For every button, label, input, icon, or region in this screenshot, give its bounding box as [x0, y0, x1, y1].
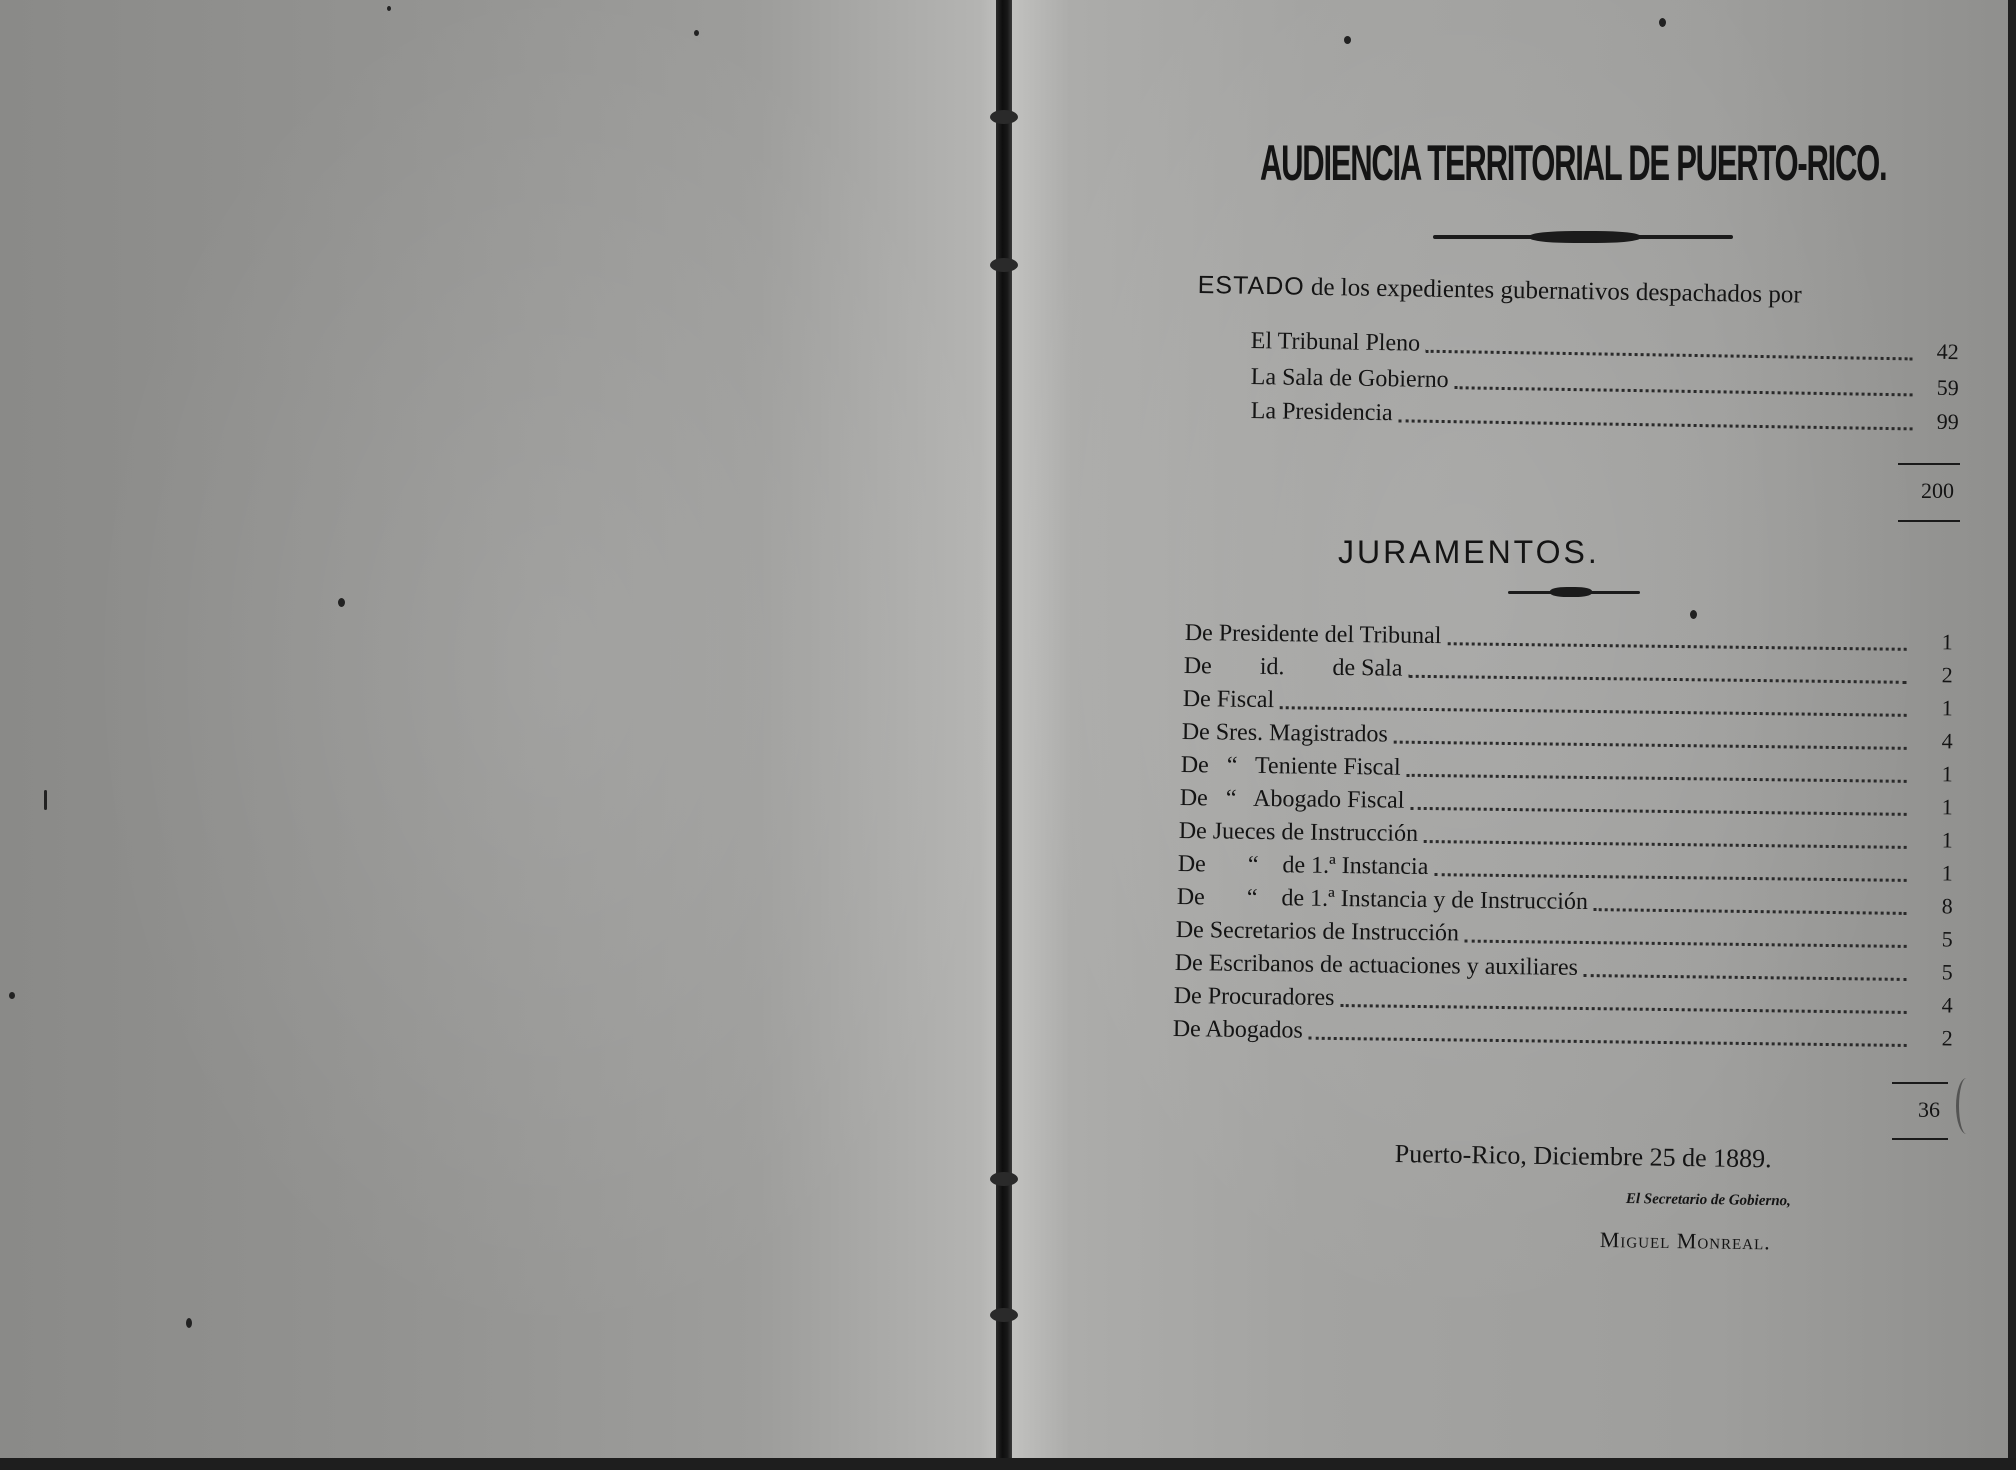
dot-leader	[1426, 342, 1913, 361]
item-value: 1	[1941, 794, 1953, 820]
item-value: 1	[1941, 761, 1953, 787]
item-label: De “ Teniente Fiscal	[1180, 751, 1401, 781]
dot-leader	[1280, 698, 1907, 717]
item-label: De Procuradores	[1173, 982, 1335, 1011]
item-label: De Presidente del Tribunal	[1184, 619, 1442, 650]
sum-rule	[1898, 463, 1960, 465]
item-label: De Escribanos de actuaciones y auxiliares	[1174, 949, 1579, 981]
dot-leader	[1340, 996, 1906, 1014]
sum-rule	[1892, 1082, 1948, 1084]
list-item	[1251, 396, 1959, 437]
binding-knot	[990, 1172, 1018, 1186]
dot-leader	[1408, 667, 1906, 684]
expedientes-total: 200	[1921, 478, 1954, 503]
juramentos-total: 36	[1918, 1097, 1940, 1122]
document-body	[1010, 0, 2016, 1470]
dot-leader	[1455, 378, 1913, 396]
item-label: El Tribunal Pleno	[1250, 327, 1421, 357]
dot-leader	[1465, 932, 1907, 948]
intro-text: de los expedientes gubernativos despachados por	[1310, 273, 1802, 309]
dot-leader	[1394, 733, 1907, 750]
item-value: 2	[1941, 1025, 1953, 1051]
scan-border	[2008, 0, 2016, 1470]
sum-rule	[1892, 1138, 1948, 1140]
item-value: 5	[1941, 959, 1953, 985]
item-label: De “ Abogado Fiscal	[1179, 784, 1405, 814]
dot-leader	[1407, 766, 1907, 783]
item-value: 1	[1941, 827, 1953, 853]
sum-rule	[1898, 520, 1960, 522]
ink-speck	[694, 30, 699, 36]
pencil-mark	[1956, 1078, 1977, 1134]
ink-speck	[338, 598, 345, 607]
ink-speck	[387, 6, 391, 11]
item-label: De Secretarios de Instrucción	[1175, 916, 1460, 947]
binding-knot	[990, 110, 1018, 124]
dot-leader	[1309, 1029, 1907, 1047]
item-label: La Presidencia	[1250, 397, 1393, 427]
juramentos-heading: JURAMENTOS.	[1338, 534, 1600, 570]
ornament-center	[1530, 231, 1640, 243]
list-item	[1251, 326, 1959, 367]
item-label: De Sres. Magistrados	[1181, 718, 1388, 748]
item-value: 8	[1941, 893, 1953, 919]
item-value: 59	[1936, 374, 1959, 401]
place-date: Puerto-Rico, Diciembre 25 de 1889.	[1394, 1138, 1772, 1174]
item-value: 4	[1941, 992, 1953, 1018]
item-value: 42	[1936, 338, 1959, 365]
list-item	[1173, 1014, 1953, 1054]
item-label: De “ de 1.ª Instancia	[1177, 850, 1429, 881]
dot-leader	[1447, 634, 1906, 651]
binding-knot	[990, 1308, 1018, 1322]
item-label: De “ de 1.ª Instancia y de Instrucción	[1176, 883, 1589, 916]
item-value: 1	[1941, 629, 1953, 655]
intro-line	[1198, 270, 1978, 313]
dot-leader	[1399, 411, 1913, 430]
ornament-center	[1550, 587, 1592, 597]
item-value: 2	[1941, 662, 1953, 688]
dot-leader	[1594, 900, 1907, 915]
document-title: AUDIENCIA TERRITORIAL DE PUERTO-RICO.	[1260, 135, 1887, 191]
ink-speck	[44, 790, 47, 810]
item-value: 5	[1941, 926, 1953, 952]
item-value: 4	[1941, 728, 1953, 754]
dot-leader	[1410, 799, 1906, 816]
signer-name: Miguel Monreal.	[1599, 1227, 1771, 1255]
printed-right-page	[1010, 0, 2016, 1470]
item-value: 1	[1941, 695, 1953, 721]
ink-speck	[186, 1318, 192, 1328]
item-label: De Fiscal	[1182, 685, 1275, 714]
item-value: 1	[1941, 860, 1953, 886]
scan-border	[0, 1458, 2016, 1470]
item-label: De Jueces de Instrucción	[1178, 817, 1419, 847]
item-label: De Abogados	[1172, 1015, 1303, 1044]
book-spine	[996, 0, 1012, 1470]
dot-leader	[1434, 865, 1907, 882]
item-value: 99	[1936, 408, 1959, 435]
dot-leader	[1424, 832, 1907, 849]
dot-leader	[1584, 966, 1907, 981]
item-label: La Sala de Gobierno	[1250, 363, 1449, 394]
item-label: De id. de Sala	[1183, 652, 1403, 682]
binding-knot	[990, 258, 1018, 272]
ink-speck	[9, 992, 15, 999]
secretary-title: El Secretario de Gobierno,	[1625, 1191, 1791, 1210]
intro-lead-word: ESTADO	[1197, 270, 1305, 301]
